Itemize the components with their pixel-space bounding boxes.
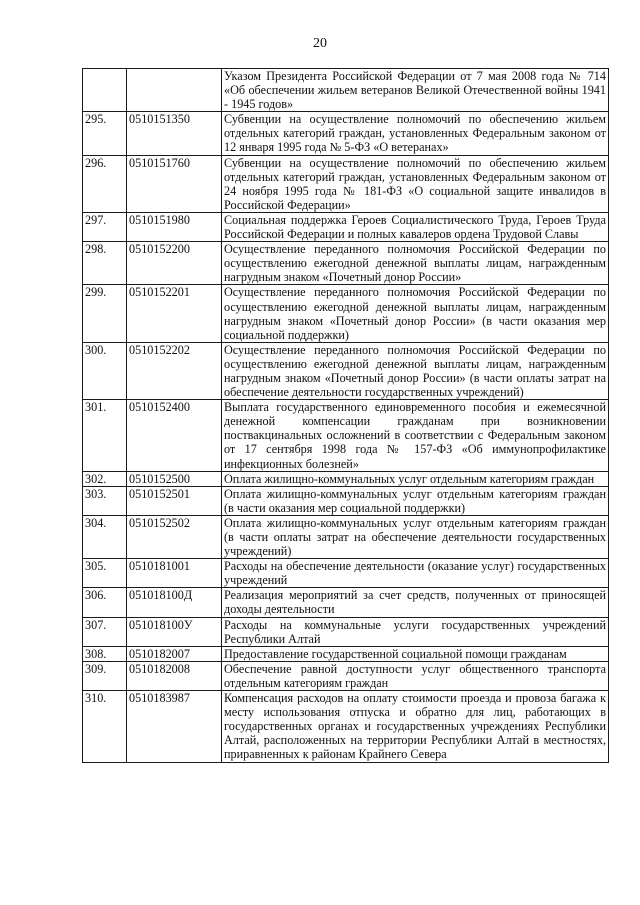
row-number: 302. [83,471,127,486]
expense-description: Социальная поддержка Героев Социалистического Труда, Героев Труда Российской Федерации и полных кавалеров ордена Трудовой Славы [222,212,609,241]
row-number: 300. [83,342,127,399]
budget-code: 0510182008 [127,661,222,690]
row-number: 309. [83,661,127,690]
expense-description: Выплата государственного единовременного пособия и ежемесячной денежной компенсации гражданам при возникновении поствакцинальных осложнений в соответствии с Федеральным законом от 17 сентября 1998 года № 157-ФЗ «Об иммунопрофилактике инфекционных болезней» [222,400,609,471]
budget-code: 0510152400 [127,400,222,471]
row-number: 310. [83,691,127,762]
row-number: 308. [83,646,127,661]
row-number: 297. [83,212,127,241]
row-number: 304. [83,515,127,558]
table-row [83,486,609,515]
budget-code: 0510151980 [127,212,222,241]
table-row [83,242,609,285]
expense-description: Субвенции на осуществление полномочий по обеспечению жильем отдельных категорий граждан, установленных Федеральным законом от 24 ноября 1995 года № 181-ФЗ «О социальной защите инвалидов в Российской Федерации» [222,155,609,212]
row-number: 296. [83,155,127,212]
row-number [83,69,127,112]
row-number: 307. [83,617,127,646]
table-row [83,588,609,617]
table-row [83,212,609,241]
expense-description: Компенсация расходов на оплату стоимости проезда и провоза багажа к месту использования отпуска и обратно для лиц, работающих в государственных органах и государственных учреждениях Республики Алтай, расположенных на территории Республики Алтай в местностях, приравненных к районам Крайнего Севера [222,691,609,762]
expense-description: Осуществление переданного полномочия Российской Федерации по осуществлению ежегодной денежной выплаты лицам, награжденным нагрудным знаком «Почетный донор России» (в части оплаты затрат на обеспечение деятельности государственных учреждений) [222,342,609,399]
budget-code: 0510152200 [127,242,222,285]
expense-description: Субвенции на осуществление полномочий по обеспечению жильем отдельных категорий граждан, установленных Федеральным законом от 12 января 1995 года № 5-ФЗ «О ветеранах» [222,112,609,155]
budget-code: 0510152501 [127,486,222,515]
table-row [83,515,609,558]
table-row [83,155,609,212]
table-row [83,559,609,588]
page-number: 20 [313,36,327,51]
table-row [83,69,609,112]
budget-code: 0510152500 [127,471,222,486]
table-row [83,691,609,762]
budget-code: 051018100Д [127,588,222,617]
budget-code [127,69,222,112]
row-number: 295. [83,112,127,155]
table-row [83,342,609,399]
budget-code: 0510152201 [127,285,222,342]
budget-code: 0510152502 [127,515,222,558]
table-row [83,617,609,646]
expense-description: Осуществление переданного полномочия Российской Федерации по осуществлению ежегодной денежной выплаты лицам, награжденным нагрудным знаком «Почетный донор России» (в части оказания мер социальной поддержки) [222,285,609,342]
budget-code: 0510182007 [127,646,222,661]
expense-description: Расходы на коммунальные услуги государственных учреждений Республики Алтай [222,617,609,646]
budget-code: 0510152202 [127,342,222,399]
table-row [83,400,609,471]
expense-description: Расходы на обеспечение деятельности (оказание услуг) государственных учреждений [222,559,609,588]
expense-description: Предоставление государственной социальной помощи гражданам [222,646,609,661]
expense-description: Реализация мероприятий за счет средств, полученных от приносящей доходы деятельности [222,588,609,617]
row-number: 298. [83,242,127,285]
expense-description: Обеспечение равной доступности услуг общественного транспорта отдельным категориям граждан [222,661,609,690]
budget-code: 0510183987 [127,691,222,762]
table-row [83,646,609,661]
row-number: 303. [83,486,127,515]
row-number: 301. [83,400,127,471]
expense-description: Указом Президента Российской Федерации от 7 мая 2008 года № 714 «Об обеспечении жильем ветеранов Великой Отечественной войны 1941 - 1945 годов» [222,69,609,112]
budget-code: 0510151350 [127,112,222,155]
budget-code: 0510151760 [127,155,222,212]
row-number: 305. [83,559,127,588]
expense-description: Оплата жилищно-коммунальных услуг отдельным категориям граждан (в части оплаты затрат на обеспечение деятельности государственных учреждений) [222,515,609,558]
table-row [83,471,609,486]
table-row [83,661,609,690]
expense-description: Осуществление переданного полномочия Российской Федерации по осуществлению ежегодной денежной выплаты лицам, награжденным нагрудным знаком «Почетный донор России» [222,242,609,285]
budget-code-table [82,68,609,763]
row-number: 299. [83,285,127,342]
expense-description: Оплата жилищно-коммунальных услуг отдельным категориям граждан [222,471,609,486]
budget-code: 0510181001 [127,559,222,588]
table-row [83,285,609,342]
expense-description: Оплата жилищно-коммунальных услуг отдельным категориям граждан (в части оказания мер социальной поддержки) [222,486,609,515]
budget-code: 051018100У [127,617,222,646]
table-row [83,112,609,155]
table-body [83,69,609,763]
row-number: 306. [83,588,127,617]
